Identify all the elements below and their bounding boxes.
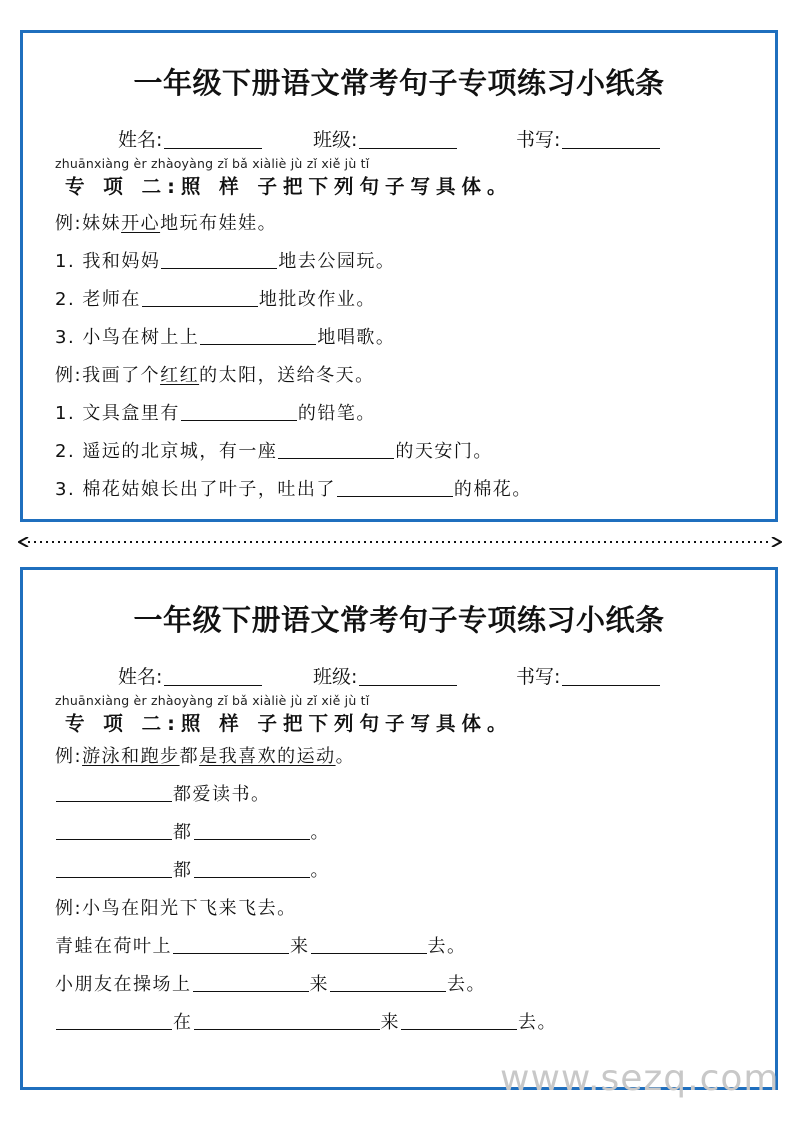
class-label: 班级: [313, 129, 358, 151]
question-text: 来 [309, 974, 329, 995]
question-line [55, 323, 395, 349]
answer-blank[interactable] [173, 935, 289, 954]
student-info-row [118, 125, 698, 151]
arrow-right-icon [772, 537, 781, 547]
name-field [118, 662, 262, 689]
question-line [55, 247, 395, 273]
question-text: 2. 老师在 [55, 289, 141, 310]
example-underlined: 红红 [160, 365, 200, 386]
worksheet-card-top [20, 30, 778, 522]
question-text: 2. 遥远的北京城，有一座 [55, 441, 278, 462]
example-underlined: 开心 [121, 213, 161, 234]
question-text: 在 [173, 1012, 193, 1033]
answer-blank[interactable] [278, 440, 394, 459]
cut-line-divider [18, 537, 782, 547]
section-heading: 专 项 二:照 样 子把下列句子写具体。 [65, 712, 513, 735]
example-underlined: 是我喜欢的运动 [199, 746, 336, 767]
question-line [55, 818, 330, 844]
heading-pinyin: zhuānxiàng èr zhàoyàng zǐ bǎ xiàliè jù zǐ xiě jù tǐ [55, 693, 370, 708]
worksheet-title: 一年级下册语文常考句子专项练习小纸条 [133, 603, 665, 637]
question-text: 地批改作业。 [258, 289, 376, 310]
answer-blank[interactable] [161, 250, 277, 269]
answer-blank[interactable] [56, 783, 172, 802]
student-info-row [118, 662, 698, 688]
writing-field [516, 662, 660, 689]
question-text: 的棉花。 [453, 479, 532, 500]
example-text: 都 [179, 746, 200, 767]
question-line [55, 932, 467, 958]
answer-blank[interactable] [181, 402, 297, 421]
writing-field [516, 125, 660, 152]
question-line [55, 437, 493, 463]
question-line [55, 970, 486, 996]
example-line [55, 361, 375, 387]
question-line [55, 285, 376, 311]
question-text: 1. 文具盒里有 [55, 403, 180, 424]
site-watermark: www.sezq.com [500, 1058, 780, 1099]
question-text: 3. 棉花姑娘长出了叶子，吐出了 [55, 479, 336, 500]
question-text: 的天安门。 [395, 441, 493, 462]
example-text: 。 [335, 746, 356, 767]
question-text: 地去公园玩。 [278, 251, 396, 272]
class-blank [359, 128, 457, 149]
writing-label: 书写: [516, 666, 561, 688]
answer-blank[interactable] [193, 973, 309, 992]
example-text: 例:我画了个 [55, 365, 161, 386]
question-text: 3. 小鸟在树上上 [55, 327, 200, 348]
answer-blank[interactable] [56, 1011, 172, 1030]
question-text: 去。 [518, 1012, 557, 1033]
answer-blank[interactable] [330, 973, 446, 992]
answer-blank[interactable] [194, 821, 310, 840]
question-line [55, 856, 330, 882]
example-text: 例: [55, 746, 83, 767]
question-text: 去。 [447, 974, 486, 995]
answer-blank[interactable] [311, 935, 427, 954]
name-label: 姓名: [118, 129, 163, 151]
question-text: 的铅笔。 [297, 403, 376, 424]
answer-blank[interactable] [194, 1011, 380, 1030]
question-text: 去。 [427, 936, 467, 957]
heading-pinyin: zhuānxiàng èr zhàoyàng zǐ bǎ xiàliè jù zǐ xiě jù tǐ [55, 156, 370, 171]
section-heading: 专 项 二:照 样 子把下列句子写具体。 [65, 175, 513, 198]
example-text: 的太阳，送给冬天。 [199, 365, 375, 386]
question-text: 青蛙在荷叶上 [55, 936, 172, 957]
class-field [313, 662, 457, 689]
name-label: 姓名: [118, 666, 163, 688]
name-field [118, 125, 262, 152]
question-line [55, 399, 376, 425]
question-text: 。 [310, 860, 330, 881]
answer-blank[interactable] [194, 859, 310, 878]
question-text: 。 [310, 822, 330, 843]
question-text: 来 [380, 1012, 400, 1033]
example-line: 例:小鸟在阳光下飞来飞去。 [55, 898, 297, 919]
example-text: 例:妹妹 [55, 213, 122, 234]
worksheet-card-bottom [20, 567, 778, 1090]
question-text: 小朋友在操场上 [55, 974, 192, 995]
question-text: 1. 我和妈妈 [55, 251, 161, 272]
example-line [55, 742, 355, 768]
name-blank [164, 128, 262, 149]
writing-label: 书写: [516, 129, 561, 151]
question-text: 来 [290, 936, 310, 957]
name-blank [164, 665, 262, 686]
worksheet-title: 一年级下册语文常考句子专项练习小纸条 [133, 66, 665, 100]
answer-blank[interactable] [56, 859, 172, 878]
question-text: 都 [173, 822, 193, 843]
example-line [55, 209, 277, 235]
class-blank [359, 665, 457, 686]
example-text: 地玩布娃娃。 [160, 213, 278, 234]
writing-blank [562, 128, 660, 149]
example-underlined: 游泳和跑步 [82, 746, 180, 767]
arrow-left-icon [19, 537, 28, 547]
class-label: 班级: [313, 666, 358, 688]
question-line [55, 475, 532, 501]
answer-blank[interactable] [337, 478, 453, 497]
question-text: 都 [173, 860, 193, 881]
question-text: 都爱读书。 [173, 784, 271, 805]
question-line [55, 1008, 557, 1034]
answer-blank[interactable] [56, 821, 172, 840]
question-line [55, 780, 271, 806]
answer-blank[interactable] [401, 1011, 517, 1030]
answer-blank[interactable] [142, 288, 258, 307]
class-field [313, 125, 457, 152]
writing-blank [562, 665, 660, 686]
answer-blank[interactable] [200, 326, 316, 345]
question-text: 地唱歌。 [317, 327, 396, 348]
